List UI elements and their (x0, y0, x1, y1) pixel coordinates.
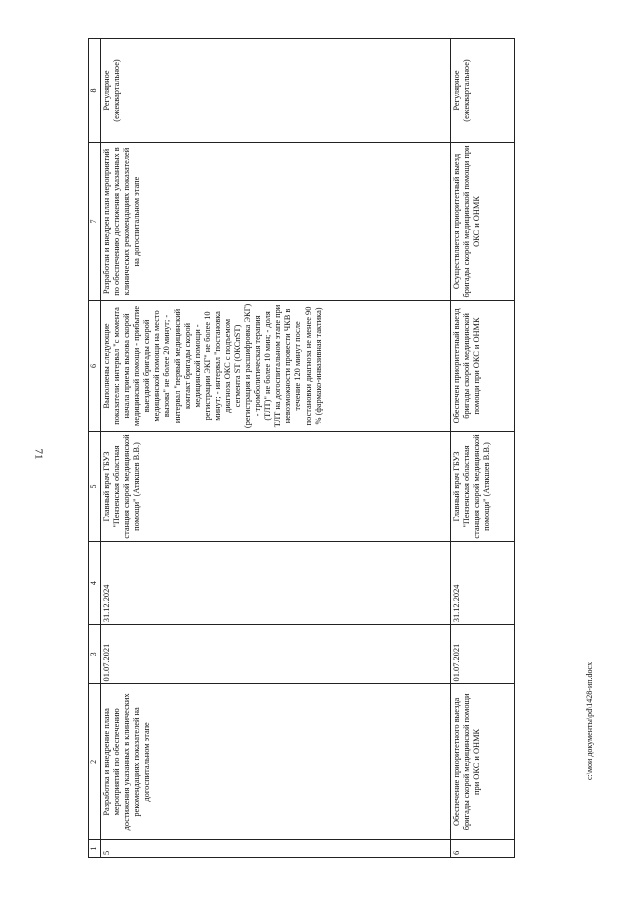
column-number: 8 (89, 39, 101, 143)
footer-file-path: c:\мои документы\pd\1428-ип.docx (585, 661, 594, 780)
result-cell: Обеспечен приоритетный выезд бригады скорой медицинской помощи при ОКС и ОНМК (451, 300, 515, 431)
frequency-cell: Регулярное (ежеквартальное) (101, 39, 451, 143)
row-number: 5 (101, 840, 451, 858)
column-number: 4 (89, 542, 101, 625)
end-date-cell: 31.12.2024 (451, 542, 515, 625)
responsible-cell: Главный врач ГБУЗ "Пензенская областная станция скорой медицинской помощи" (Атякшев В.В.) (101, 431, 451, 541)
outcome-cell: Осуществляется приоритетный выезд бригады скорой медицинской помощи при ОКС и ОНМК (451, 143, 515, 301)
frequency-cell: Регулярное (ежеквартальное) (451, 39, 515, 143)
column-number: 1 (89, 840, 101, 858)
column-number: 3 (89, 625, 101, 684)
outcome-cell: Разработан и внедрен план мероприятий по обеспечению достижения указанных в клинических рекомендациях показателей на догоспитальном этапе (101, 143, 451, 301)
result-cell: Выполнены следующие показатели: интервал "с момента начала приема вызова скорой медицинской помощи - прибытие выездной бригады скорой медицинской помощи на место вызова" не более 20 минут; - интервал "первый медицинский контакт бригады скорой медицинской помощи - регистрации ЭКГ" не более 10 минут; - интервал "постановка диагноза ОКС с подъемом сегмента ST (ОКСпST) (регистрация и расшифровка ЭКГ) - тромболитическая терапия (ТЛТ)" не более 10 мин; - доля ТЛТ на догоспитальном этапе при невозможности провести ЧКВ в течение 120 минут после постановки диагноза не менее 90 % (фармако-инвазивная тактика) (101, 300, 451, 431)
row-number: 6 (451, 840, 515, 858)
column-number-row (89, 39, 101, 858)
table-row (451, 39, 515, 858)
measures-table (88, 38, 515, 858)
page-number: 71 (32, 448, 45, 460)
responsible-cell: Главный врач ГБУЗ "Пензенская областная станция скорой медицинской помощи" (Атякшев В.В.) (451, 431, 515, 541)
measure-cell: Разработка и внедрение плана мероприятий по обеспечению достижения указанных в клинических рекомендациях показателей на догоспитальном этапе (101, 684, 451, 840)
rotated-table-area (88, 38, 616, 858)
column-number: 2 (89, 684, 101, 840)
column-number: 7 (89, 143, 101, 301)
column-number: 5 (89, 431, 101, 541)
end-date-cell: 31.12.2024 (101, 542, 451, 625)
measure-cell: Обеспечение приоритетного выезда бригады скорой медицинской помощи при ОКС и ОНМК (451, 684, 515, 840)
table-row (101, 39, 451, 858)
column-number: 6 (89, 300, 101, 431)
start-date-cell: 01.07.2021 (451, 625, 515, 684)
start-date-cell: 01.07.2021 (101, 625, 451, 684)
